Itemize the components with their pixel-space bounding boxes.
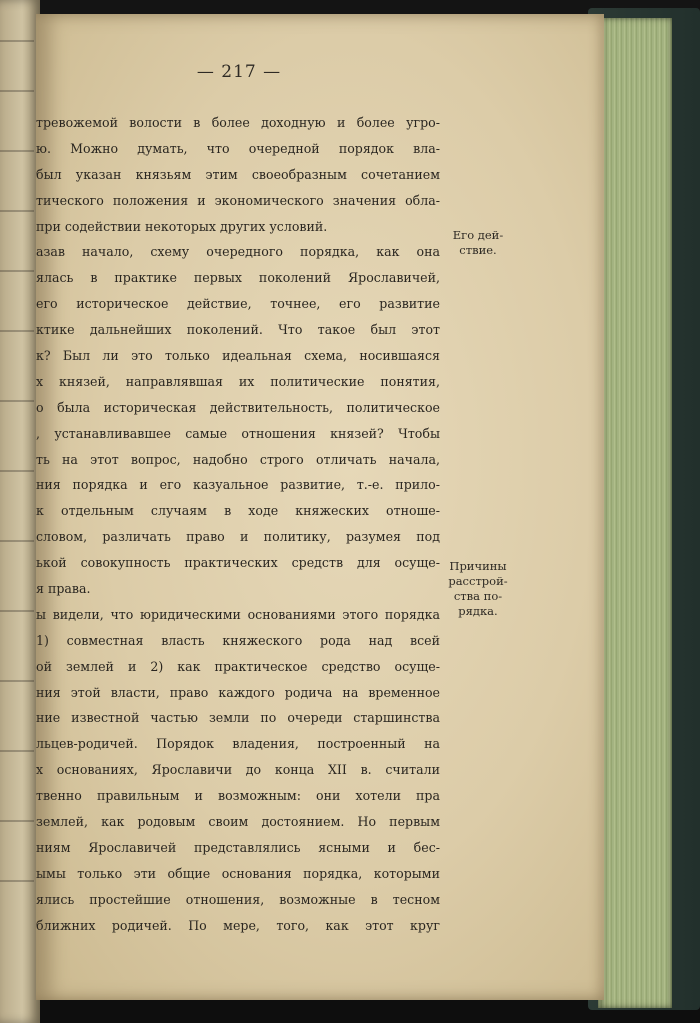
bleed-line (0, 210, 34, 212)
text-line: ялась в практике первых поколений Ярославичей, (36, 270, 440, 286)
margin-note-line: ства по- (453, 589, 503, 603)
text-line: ымы только эти общие основания порядка, которыми (36, 865, 440, 881)
body-text (36, 110, 440, 939)
text-line: к? Был ли это только идеальная схема, носившаяся (36, 348, 440, 364)
margin-note-line: рядка. (458, 604, 498, 618)
bleed-line (0, 400, 34, 402)
bleed-line (0, 470, 34, 472)
bleed-line (0, 330, 34, 332)
margin-note-line: ствие. (459, 243, 497, 257)
text-line: азав начало, схему очередного порядка, как она (36, 244, 440, 260)
text-line: ы видели, что юридическими основаниями этого порядка (36, 606, 440, 622)
text-line: был указан князьям этим своеобразным сочетанием (36, 166, 440, 182)
text-line: ния этой власти, право каждого родича на временное (36, 684, 440, 700)
bleed-line (0, 40, 34, 42)
text-line: при содействии некоторых других условий. (36, 218, 328, 234)
text-line: его историческое действие, точнее, его развитие (36, 296, 440, 312)
book-page (36, 14, 604, 1000)
text-line: ктике дальнейших поколений. Что такое был этот (36, 322, 440, 338)
text-line: тического положения и экономического значения обла- (36, 192, 440, 208)
text-line: ниям Ярославичей представлялись ясными и бес- (36, 839, 440, 855)
margin-note-line: расстрой- (448, 574, 508, 588)
bleed-line (0, 820, 34, 822)
text-line: х князей, направлявшая их политические понятия, (36, 373, 440, 389)
bleed-line (0, 540, 34, 542)
text-line: ю. Можно думать, что очередной порядок вла- (36, 140, 440, 156)
bleed-line (0, 610, 34, 612)
bleed-line (0, 90, 34, 92)
bleed-line (0, 880, 34, 882)
text-line: к отдельным случаям в ходе княжеских отноше- (36, 503, 440, 519)
previous-page-edge (0, 0, 40, 1023)
text-line: тревожемой волости в более доходную и более угро- (36, 115, 440, 130)
margin-note-action (440, 228, 516, 258)
page-edges (598, 18, 672, 1008)
bleed-line (0, 150, 34, 152)
text-line: я права. (36, 581, 91, 597)
text-line: о была историческая действительность, политическое (36, 399, 440, 415)
margin-note-line: Причины (449, 559, 507, 573)
text-line: ялись простейшие отношения, возможные в тесном (36, 891, 440, 907)
text-line: ть на этот вопрос, надобно строго отличать начала, (36, 451, 440, 467)
page-number: — 217 — (196, 62, 282, 82)
text-line: , устанавливавшее самые отношения князей? Чтобы (36, 425, 440, 441)
text-line: ния порядка и его казуальное развитие, т.-е. прило- (36, 477, 440, 493)
text-line: ой землей и 2) как практическое средство осуще- (36, 658, 440, 674)
text-line: 1) совместная власть княжеского рода над всей (36, 632, 440, 648)
bleed-line (0, 680, 34, 682)
text-line: твенно правильным и возможным: они хотели пра (36, 788, 440, 804)
text-line: льцев-родичей. Порядок владения, построенный на (36, 736, 440, 752)
margin-note-causes (440, 559, 516, 619)
text-line: землей, как родовым своим достоянием. Но первым (36, 814, 440, 830)
text-line: ние известной частью земли по очереди старшинства (36, 710, 440, 726)
text-line: ькой совокупность практических средств для осуще- (36, 555, 440, 571)
margin-note-line: Его дей- (452, 228, 504, 242)
bleed-line (0, 750, 34, 752)
text-line: ближних родичей. По мере, того, как этот круг (36, 917, 440, 933)
bleed-line (0, 270, 34, 272)
text-line: словом, различать право и политику, разумея под (36, 529, 440, 545)
text-line: х основаниях, Ярославичи до конца XII в. считали (36, 762, 440, 778)
